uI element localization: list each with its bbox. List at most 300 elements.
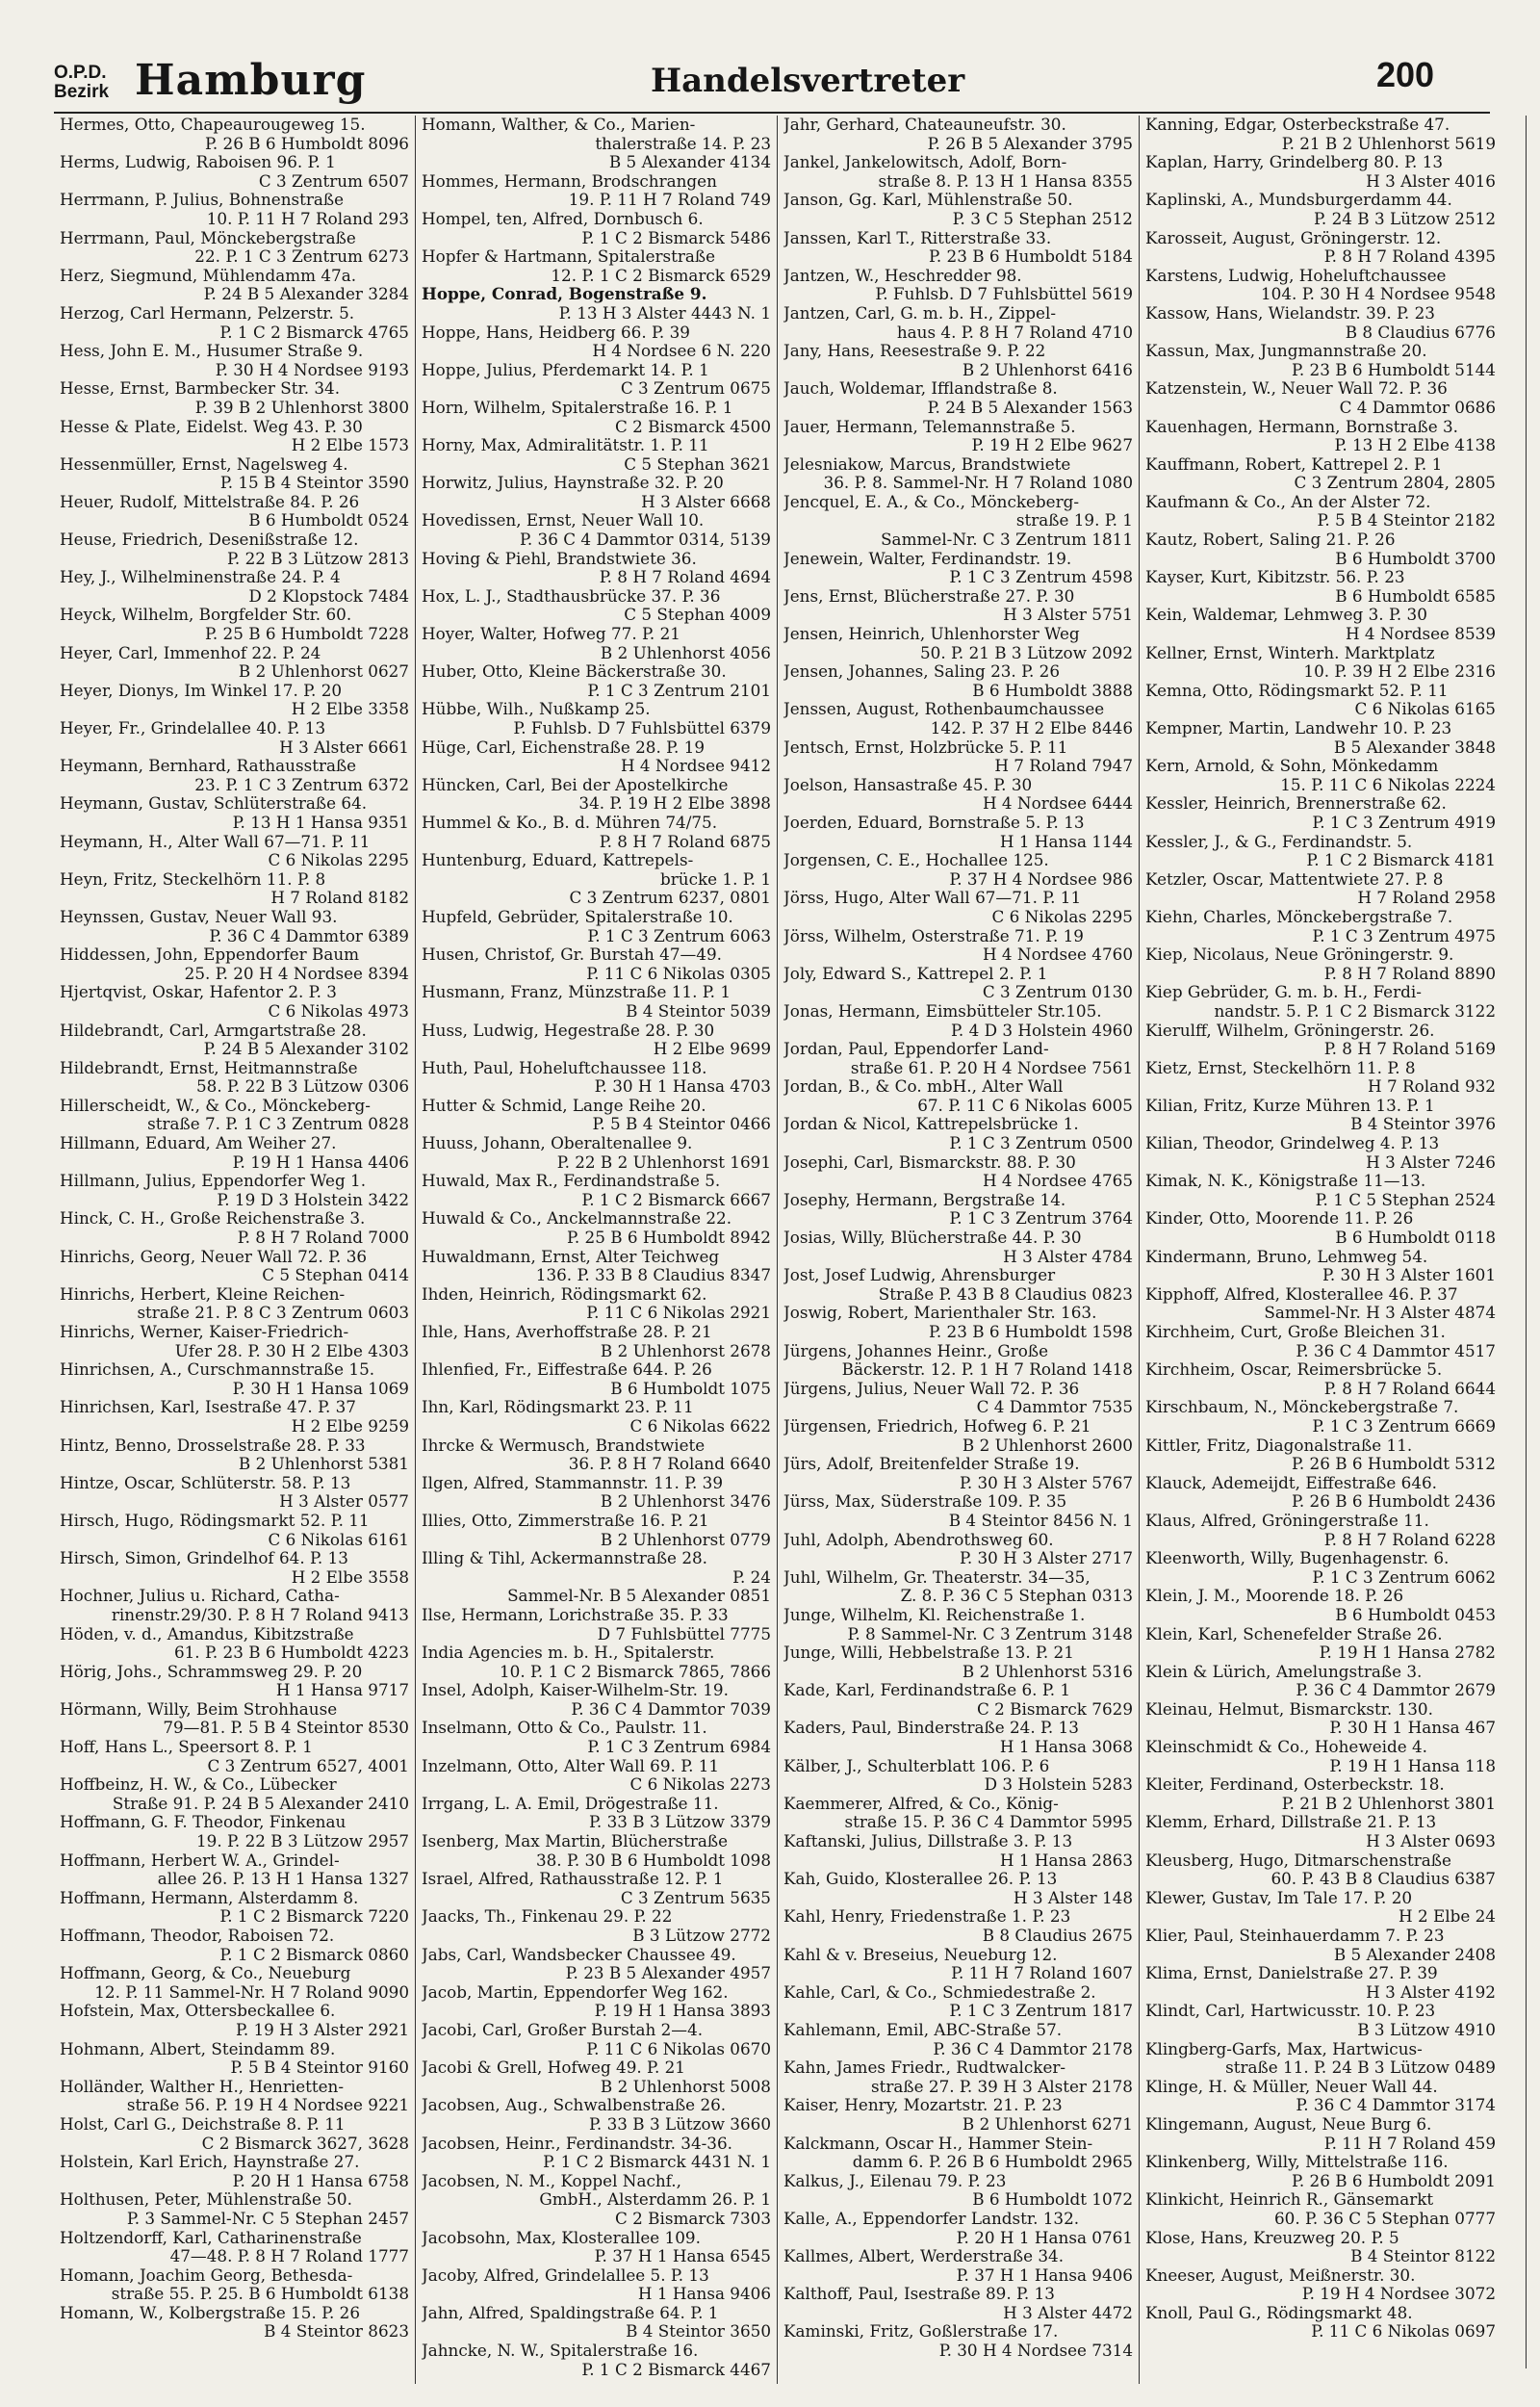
directory-entry — [60, 908, 409, 945]
entry-name-line: Junge, Willi, Hebbelstraße 13. P. 21 — [783, 1643, 1074, 1663]
entry-name-line: Heymann, Gustav, Schlüterstraße 64. — [60, 794, 368, 814]
directory-entry — [783, 1907, 1133, 1945]
entry-phone-line: B 2 Uhlenhorst 2678 — [600, 1340, 771, 1360]
entry-name-line: Hesse & Plate, Eidelst. Weg 43. P. 30 — [60, 417, 363, 436]
directory-entry — [1145, 2002, 1496, 2039]
directory-entry — [1145, 1587, 1496, 1624]
entry-name-line: Hörig, Johs., Schrammsweg 29. P. 20 — [60, 1662, 363, 1681]
directory-entry — [783, 2247, 1133, 2285]
opd-bezirk-label — [54, 64, 109, 102]
entry-name-line: Jahncke, N. W., Spitalerstraße 16. — [422, 2342, 699, 2361]
entry-name-line: Hopfer & Hartmann, Spitalerstraße — [422, 247, 716, 267]
entry-name-line: Holtzendorff, Karl, Catharinenstraße — [60, 2228, 362, 2247]
entry-name-line: Kiep, Nicolaus, Neue Gröningerstr. 9. — [1145, 945, 1454, 965]
directory-entry — [422, 2021, 771, 2058]
entry-name-line: Kalckmann, Oscar H., Hammer Stein- — [783, 2134, 1093, 2153]
directory-entry — [422, 662, 771, 700]
entry-phone-line: 23. P. 1 C 3 Zentrum 6372 — [194, 774, 409, 794]
entry-name-line: Hörmann, Willy, Beim Strohhause — [60, 1699, 338, 1719]
entry-name-line: Hinrichs, Georg, Neuer Wall 72. P. 36 — [60, 1247, 368, 1266]
entry-phone-line: P. 5 B 4 Steintor 9160 — [230, 2058, 409, 2078]
directory-entry — [1145, 2040, 1496, 2078]
opd-label: O.P.D. — [54, 63, 107, 83]
entry-phone-line: P. 33 B 3 Lützow 3379 — [589, 1812, 771, 1832]
entry-name-line: Ihn, Karl, Rödingsmarkt 23. P. 11 — [422, 1398, 694, 1417]
entry-phone-line: 19. P. 22 B 3 Lützow 2957 — [196, 1831, 409, 1851]
directory-entry — [422, 2135, 771, 2172]
directory-entry — [1145, 757, 1496, 794]
entry-phone-line: H 3 Alster 4472 — [1003, 2302, 1133, 2322]
directory-entry — [60, 1134, 409, 1172]
entry-phone-line: B 6 Humboldt 1075 — [610, 1378, 771, 1398]
entry-phone-line: P. 19 H 3 Alster 2921 — [235, 2019, 409, 2039]
entry-name-line: Klima, Ernst, Danielstraße 27. P. 39 — [1145, 1964, 1438, 1983]
entry-phone-line: B 6 Humboldt 6585 — [1335, 585, 1496, 606]
column-4 — [1140, 116, 1502, 2384]
entry-name-line: Kaplinski, A., Mundsburgerdamm 44. — [1145, 191, 1452, 210]
entry-phone-line: H 3 Alster 0577 — [279, 1491, 409, 1512]
entry-phone-line: brücke 1. P. 1 — [660, 868, 771, 889]
directory-entry — [783, 1040, 1133, 1077]
entry-name-line: Klingemann, August, Neue Burg 6. — [1145, 2114, 1432, 2134]
entry-phone-line: H 4 Nordsee 4760 — [982, 945, 1133, 965]
entry-name-line: Jacobsen, Aug., Schwalbenstraße 26. — [422, 2096, 727, 2115]
entry-phone-line: P. 22 B 3 Lützow 2813 — [227, 548, 409, 568]
directory-entry — [60, 2078, 409, 2115]
entry-name-line: Jacobsohn, Max, Klosterallee 109. — [422, 2228, 701, 2247]
entry-phone-line: C 3 Zentrum 6527, 4001 — [207, 1755, 409, 1775]
entry-phone-line: 36. P. 8 H 7 Roland 6640 — [568, 1454, 771, 1474]
entry-name-line: Heymann, H., Alter Wall 67—71. P. 11 — [60, 832, 371, 851]
directory-entry — [422, 587, 771, 625]
directory-entry — [1145, 870, 1496, 908]
entry-phone-line: B 3 Lützow 2772 — [632, 1926, 771, 1945]
directory-entry — [422, 1172, 771, 1209]
entry-name-line: Ihle, Hans, Averhoffstraße 28. P. 21 — [422, 1323, 712, 1341]
directory-entry — [422, 153, 771, 172]
directory-entry — [422, 1983, 771, 2021]
entry-name-line: Herrmann, P. Julius, Bohnenstraße — [60, 191, 345, 210]
directory-entry — [783, 1531, 1133, 1568]
entry-phone-line: P. 8 H 7 Roland 7000 — [237, 1228, 409, 1248]
entry-name-line: Klingberg-Garfs, Max, Hartwicus- — [1145, 2039, 1423, 2058]
entry-name-line: Kleiter, Ferdinand, Osterbeckstr. 18. — [1145, 1775, 1445, 1795]
directory-entry — [60, 2304, 409, 2342]
directory-entry — [783, 927, 1133, 965]
directory-entry — [422, 399, 771, 436]
directory-entry — [1145, 342, 1496, 379]
entry-phone-line: B 4 Steintor 8122 — [1350, 2246, 1496, 2266]
entry-name-line: Herz, Siegmund, Mühlendamm 47a. — [60, 266, 357, 285]
right-edge-rule — [1526, 116, 1536, 2368]
entry-phone-line: Straße P. 43 B 8 Claudius 0823 — [878, 1283, 1133, 1304]
entry-name-line: Kassun, Max, Jungmannstraße 20. — [1145, 342, 1427, 361]
city-title: Hamburg — [135, 56, 367, 105]
entry-name-line: Ihden, Heinrich, Rödingsmarkt 62. — [422, 1284, 707, 1304]
directory-entry — [783, 229, 1133, 267]
entry-phone-line: P. 20 H 1 Hansa 6758 — [232, 2170, 409, 2190]
entry-phone-line: P. 24 — [732, 1566, 771, 1587]
entry-phone-line: Ufer 28. P. 30 H 2 Elbe 4303 — [174, 1340, 409, 1360]
entry-phone-line: H 1 Hansa 3068 — [999, 1737, 1133, 1757]
entry-name-line: Hess, John E. M., Husumer Straße 9. — [60, 342, 364, 361]
entry-phone-line: H 2 Elbe 3558 — [291, 1566, 409, 1587]
directory-entry — [783, 191, 1133, 228]
entry-phone-line: P. 1 C 3 Zentrum 0500 — [949, 1133, 1133, 1153]
entry-phone-line: B 4 Steintor 8623 — [264, 2321, 409, 2342]
entry-name-line: Inzelmann, Otto, Alter Wall 69. P. 11 — [422, 1756, 720, 1775]
entry-phone-line: P. Fuhlsb. D 7 Fuhlsbüttel 5619 — [875, 284, 1133, 304]
directory-entry — [1145, 153, 1496, 191]
entry-name-line: Jacoby, Alfred, Grindelallee 5. P. 13 — [422, 2265, 709, 2285]
directory-entry — [783, 1191, 1133, 1229]
directory-entry — [422, 2229, 771, 2266]
directory-entry — [422, 1719, 771, 1756]
directory-entry — [422, 1248, 771, 1285]
entry-name-line: Kaemmerer, Alfred, & Co., König- — [783, 1794, 1059, 1813]
entry-name-line: Jabs, Carl, Wandsbecker Chaussee 49. — [422, 1945, 736, 1964]
directory-entry — [60, 418, 409, 455]
entry-phone-line: P. 11 H 7 Roland 459 — [1323, 2133, 1496, 2153]
directory-entry — [60, 379, 409, 417]
entry-name-line: Hox, L. J., Stadthausbrücke 37. P. 36 — [422, 586, 721, 606]
entry-phone-line: 50. P. 21 B 3 Lützow 2092 — [920, 642, 1133, 662]
entry-name-line: Höden, v. d., Amandus, Kibitzstraße — [60, 1624, 354, 1643]
entry-phone-line: straße 56. P. 19 H 4 Nordsee 9221 — [126, 2095, 409, 2115]
directory-entry — [60, 153, 409, 191]
directory-entry — [60, 2153, 409, 2190]
directory-entry — [60, 531, 409, 568]
entry-name-line: Kanning, Edgar, Osterbeckstraße 47. — [1145, 116, 1450, 134]
entry-name-line: Heuer, Rudolf, Mittelstraße 84. P. 26 — [60, 492, 360, 511]
column-3 — [778, 116, 1140, 2384]
directory-entry — [60, 2115, 409, 2153]
entry-phone-line: P. 25 B 6 Humboldt 7228 — [204, 624, 409, 644]
entry-name-line: Klaus, Alfred, Gröningerstraße 11. — [1145, 1511, 1429, 1530]
entry-name-line: Herzog, Carl Hermann, Pelzerstr. 5. — [60, 303, 355, 323]
entry-name-line: Jauer, Hermann, Telemannstraße 5. — [783, 417, 1076, 436]
directory-entry — [1145, 1360, 1496, 1398]
entry-name-line: Hoving & Piehl, Brandstwiete 36. — [422, 549, 697, 568]
entry-phone-line: P. 30 H 4 Nordsee 7314 — [938, 2341, 1133, 2361]
directory-entry — [422, 908, 771, 945]
entry-phone-line: P. 19 H 1 Hansa 2782 — [1319, 1643, 1496, 1663]
entry-name-line: Klinkenberg, Willy, Mittelstraße 116. — [1145, 2153, 1449, 2172]
entry-phone-line: C 6 Nikolas 4973 — [268, 1000, 409, 1021]
directory-entry — [783, 153, 1133, 191]
directory-entry — [422, 2058, 771, 2096]
entry-name-line: Hovedissen, Ernst, Neuer Wall 10. — [422, 511, 705, 531]
entry-name-line: Jordan, Paul, Eppendorfer Land- — [783, 1040, 1049, 1059]
directory-entry — [1145, 1209, 1496, 1247]
entry-name-line: Hintz, Benno, Drosselstraße 28. P. 33 — [60, 1436, 366, 1455]
entry-name-line: Homann, W., Kolbergstraße 15. P. 26 — [60, 2303, 361, 2322]
entry-phone-line: P. 19 H 1 Hansa 3893 — [594, 2001, 771, 2021]
entry-phone-line: P. 5 B 4 Steintor 2182 — [1317, 510, 1496, 531]
entry-phone-line: 104. P. 30 H 4 Nordsee 9548 — [1261, 284, 1496, 304]
entry-phone-line: 61. P. 23 B 6 Humboldt 4223 — [173, 1643, 409, 1663]
directory-entry — [783, 1380, 1133, 1417]
entry-name-line: Ilse, Hermann, Lorichstraße 35. P. 33 — [422, 1605, 729, 1624]
entry-phone-line: P. 30 H 3 Alster 2717 — [959, 1548, 1133, 1568]
directory-entry — [1145, 1436, 1496, 1474]
entry-name-line: Heuse, Friedrich, Desenißstraße 12. — [60, 531, 359, 550]
directory-entry — [422, 210, 771, 247]
entry-name-line: Kirschbaum, N., Mönckebergstraße 7. — [1145, 1398, 1459, 1417]
directory-entry — [783, 550, 1133, 587]
entry-phone-line: P. 26 B 6 Humboldt 5312 — [1291, 1454, 1496, 1474]
entry-name-line: Jensen, Johannes, Saling 23. P. 26 — [783, 662, 1061, 682]
directory-entry — [1145, 2304, 1496, 2342]
entry-phone-line: straße 27. P. 39 H 3 Alster 2178 — [871, 2076, 1133, 2096]
entry-phone-line: P. 19 D 3 Holstein 3422 — [217, 1189, 409, 1209]
entry-phone-line: P. 36 C 4 Dammtor 3174 — [1296, 2095, 1496, 2115]
directory-entry — [783, 1266, 1133, 1304]
entry-phone-line: 79—81. P. 5 B 4 Steintor 8530 — [163, 1718, 409, 1738]
directory-entry — [60, 1248, 409, 1285]
entry-name-line: Josephi, Carl, Bismarckstr. 88. P. 30 — [783, 1152, 1076, 1172]
entry-phone-line: H 3 Alster 5751 — [1003, 605, 1133, 625]
directory-entry — [422, 1436, 771, 1474]
entry-name-line: Huntenburg, Eduard, Kattrepels- — [422, 851, 694, 870]
entry-name-line: Heyer, Fr., Grindelallee 40. P. 13 — [60, 719, 326, 738]
entry-name-line: Kirchheim, Curt, Große Bleichen 31. — [1145, 1323, 1446, 1341]
directory-entry — [60, 342, 409, 379]
entry-name-line: Jürgensen, Friedrich, Hofweg 6. P. 21 — [783, 1416, 1091, 1436]
entry-name-line: Karosseit, August, Gröningerstr. 12. — [1145, 228, 1442, 247]
entry-phone-line: C 3 Zentrum 6237, 0801 — [569, 889, 771, 908]
directory-entry — [422, 511, 771, 549]
entry-name-line: Horny, Max, Admiralitätstr. 1. P. 11 — [422, 436, 709, 455]
entry-phone-line: H 3 Alster 148 — [1013, 1887, 1133, 1907]
entry-name-line: Knoll, Paul G., Rödingsmarkt 48. — [1145, 2303, 1413, 2322]
entry-phone-line: thalerstraße 14. P. 23 — [595, 133, 771, 153]
directory-entry — [783, 2210, 1133, 2247]
entry-name-line: Kneeser, August, Meißnerstr. 30. — [1145, 2265, 1416, 2285]
entry-name-line: Klinkicht, Heinrich R., Gänsemarkt — [1145, 2190, 1434, 2210]
directory-entry — [422, 1832, 771, 1870]
directory-entry — [783, 1304, 1133, 1341]
entry-phone-line: 22. P. 1 C 3 Zentrum 6273 — [194, 246, 409, 267]
directory-entry — [783, 1568, 1133, 1606]
directory-entry — [60, 1323, 409, 1360]
entry-name-line: Hinck, C. H., Große Reichenstraße 3. — [60, 1209, 366, 1229]
entry-phone-line: C 6 Nikolas 2273 — [629, 1774, 771, 1795]
entry-phone-line: D 3 Holstein 5283 — [984, 1774, 1133, 1795]
entry-phone-line: C 2 Bismarck 3627, 3628 — [201, 2133, 409, 2153]
entry-name-line: India Agencies m. b. H., Spitalerstr. — [422, 1643, 715, 1663]
directory-entry — [422, 1360, 771, 1398]
entry-phone-line: P. 19 H 2 Elbe 9627 — [971, 435, 1133, 455]
directory-entry — [422, 1097, 771, 1134]
entry-phone-line: P. 36 C 4 Dammtor 2679 — [1296, 1680, 1496, 1700]
entry-name-line: Kallmes, Albert, Werderstraße 34. — [783, 2247, 1065, 2266]
entry-phone-line: P. 1 C 2 Bismarck 5486 — [581, 227, 771, 247]
entry-phone-line: P. 30 H 3 Alster 1601 — [1322, 1265, 1496, 1285]
entry-name-line: Hillmann, Julius, Eppendorfer Weg 1. — [60, 1172, 367, 1191]
entry-phone-line: P. 3 C 5 Stephan 2512 — [952, 208, 1133, 228]
directory-entry — [1145, 531, 1496, 568]
directory-entry — [783, 2322, 1133, 2360]
entry-name-line: Heymann, Bernhard, Rathausstraße — [60, 757, 357, 776]
entry-phone-line: 136. P. 33 B 8 Claudius 8347 — [535, 1265, 771, 1285]
entry-phone-line: straße 11. P. 24 B 3 Lützow 0489 — [1225, 2058, 1496, 2078]
entry-name-line: Joerden, Eduard, Bornstraße 5. P. 13 — [783, 813, 1085, 832]
entry-phone-line: B 6 Humboldt 3700 — [1335, 548, 1496, 568]
directory-entry — [783, 662, 1133, 700]
directory-entry — [60, 455, 409, 493]
entry-name-line: Hüncken, Carl, Bei der Apostelkirche — [422, 775, 729, 794]
entry-phone-line: B 6 Humboldt 1072 — [972, 2189, 1133, 2210]
directory-entry — [783, 1719, 1133, 1756]
directory-entry — [60, 1285, 409, 1323]
entry-name-line: Jost, Josef Ludwig, Ahrensburger — [783, 1266, 1056, 1285]
directory-entry — [1145, 1625, 1496, 1663]
entry-name-line: Kiehn, Charles, Mönckebergstraße 7. — [1145, 907, 1453, 926]
directory-entry — [783, 455, 1133, 493]
entry-phone-line: P. 1 C 3 Zentrum 4919 — [1312, 812, 1496, 832]
entry-phone-line: P. 1 C 3 Zentrum 6984 — [587, 1737, 771, 1757]
entry-name-line: Kassow, Hans, Wielandstr. 39. P. 23 — [1145, 303, 1435, 323]
directory-entry — [1145, 644, 1496, 682]
directory-entry — [422, 776, 771, 814]
entry-name-line: Huth, Paul, Hoheluftchaussee 118. — [422, 1058, 707, 1077]
directory-entry — [60, 568, 409, 606]
directory-entry — [60, 1512, 409, 1549]
directory-entry — [60, 1625, 409, 1663]
directory-entry — [60, 682, 409, 719]
directory-entry — [422, 1059, 771, 1097]
directory-entry — [1145, 191, 1496, 228]
entry-phone-line: P. 20 H 1 Hansa 0761 — [956, 2227, 1133, 2247]
entry-phone-line: H 2 Elbe 1573 — [291, 435, 409, 455]
entry-name-line: Kade, Karl, Ferdinandstraße 6. P. 1 — [783, 1681, 1071, 1700]
directory-entry — [422, 851, 771, 889]
entry-name-line: Kalle, A., Eppendorfer Landstr. 132. — [783, 2209, 1080, 2228]
entry-phone-line: C 2 Bismarck 7629 — [976, 1698, 1133, 1719]
entry-name-line: Isenberg, Max Martin, Blücherstraße — [422, 1832, 729, 1851]
entry-name-line: Kahl, Henry, Friedenstraße 1. P. 23 — [783, 1907, 1071, 1927]
directory-entry — [1145, 1398, 1496, 1436]
entry-name-line: Hesse, Ernst, Barmbecker Str. 34. — [60, 379, 341, 399]
entry-name-line: Kempner, Martin, Landwehr 10. P. 23 — [1145, 719, 1452, 738]
directory-entry — [1145, 1323, 1496, 1360]
directory-entry — [422, 436, 771, 474]
entry-name-line: Kessler, J., & G., Ferdinandstr. 5. — [1145, 832, 1413, 851]
directory-entry — [60, 1738, 409, 1775]
directory-entry — [422, 1022, 771, 1059]
entry-name-line: Klauck, Ademeijdt, Eiffestraße 646. — [1145, 1473, 1438, 1492]
directory-entry — [60, 1436, 409, 1474]
entry-name-line: Hutter & Schmid, Lange Reihe 20. — [422, 1096, 706, 1115]
entry-phone-line: C 6 Nikolas 6622 — [629, 1415, 771, 1436]
entry-phone-line: P. 30 H 4 Nordsee 9193 — [215, 359, 409, 379]
directory-entry — [60, 606, 409, 643]
entry-name-line: Kierulff, Wilhelm, Gröningerstr. 26. — [1145, 1021, 1435, 1040]
entry-name-line: Kaftanski, Julius, Dillstraße 3. P. 13 — [783, 1832, 1073, 1851]
entry-name-line: Kipphoff, Alfred, Klosterallee 46. P. 37 — [1145, 1284, 1458, 1304]
directory-entry — [60, 870, 409, 908]
entry-phone-line: P. 26 B 5 Alexander 3795 — [927, 133, 1133, 153]
entry-name-line: Kern, Arnold, & Sohn, Mönkedamm — [1145, 757, 1439, 776]
entry-name-line: Kaplan, Harry, Grindelberg 80. P. 13 — [1145, 153, 1444, 172]
entry-name-line: Kirchheim, Oscar, Reimersbrücke 5. — [1145, 1360, 1443, 1380]
entry-phone-line: H 4 Nordsee 4765 — [982, 1171, 1133, 1191]
entry-phone-line: B 2 Uhlenhorst 5008 — [600, 2076, 771, 2096]
entry-phone-line: H 3 Alster 4784 — [1003, 1246, 1133, 1266]
entry-phone-line: P. 1 C 2 Bismarck 6667 — [581, 1189, 771, 1209]
entry-phone-line: B 2 Uhlenhorst 6271 — [962, 2113, 1133, 2134]
entry-phone-line: C 2 Bismarck 4500 — [614, 416, 771, 436]
entry-name-line: Kah, Guido, Klosterallee 26. P. 13 — [783, 1870, 1058, 1889]
entry-phone-line: P. 30 H 1 Hansa 4703 — [594, 1076, 771, 1097]
entry-phone-line: P. 22 B 2 Uhlenhorst 1691 — [556, 1152, 771, 1172]
entry-phone-line: P. 24 B 5 Alexander 3284 — [203, 284, 409, 304]
directory-entry — [1145, 1927, 1496, 1964]
directory-entry — [60, 191, 409, 228]
entry-phone-line: P. 37 H 4 Nordsee 986 — [949, 868, 1133, 889]
entry-name-line: Jacobi, Carl, Großer Burstah 2—4. — [422, 2020, 704, 2039]
directory-entry — [60, 2040, 409, 2078]
entry-name-line: Holländer, Walther H., Henrietten- — [60, 2077, 345, 2096]
entry-phone-line: H 4 Nordsee 8539 — [1345, 624, 1496, 644]
entry-name-line: Kessler, Heinrich, Brennerstraße 62. — [1145, 794, 1447, 814]
entry-phone-line: 34. P. 19 H 2 Elbe 3898 — [578, 793, 771, 814]
directory-entry — [1145, 2115, 1496, 2153]
entry-phone-line: P. 36 C 4 Dammtor 4517 — [1296, 1340, 1496, 1360]
entry-name-line: Kahle, Carl, & Co., Schmiedestraße 2. — [783, 1982, 1096, 2002]
entry-phone-line: P. 23 B 6 Humboldt 5144 — [1291, 359, 1496, 379]
directory-entry — [783, 776, 1133, 814]
entry-phone-line: C 3 Zentrum 6507 — [258, 170, 409, 191]
entry-phone-line: B 2 Uhlenhorst 5316 — [962, 1661, 1133, 1681]
entry-phone-line: B 6 Humboldt 3888 — [972, 680, 1133, 700]
directory-entry — [783, 2285, 1133, 2322]
entry-name-line: Hoppe, Hans, Heidberg 66. P. 39 — [422, 323, 690, 342]
directory-entry — [422, 889, 771, 908]
entry-name-line: Klose, Hans, Kreuzweg 20. P. 5 — [1145, 2228, 1399, 2247]
entry-name-line: Jens, Ernst, Blücherstraße 27. P. 30 — [783, 586, 1075, 606]
entry-name-line: Hoppe, Conrad, Bogenstraße 9. — [422, 285, 707, 304]
directory-entry — [783, 1983, 1133, 2021]
directory-entry — [783, 2096, 1133, 2134]
entry-phone-line: Sammel-Nr. C 3 Zentrum 1811 — [881, 531, 1133, 550]
entry-phone-line: 19. P. 11 H 7 Roland 749 — [568, 190, 771, 210]
entry-name-line: Kellner, Ernst, Winterh. Marktplatz — [1145, 643, 1435, 662]
entry-phone-line: P. 1 C 3 Zentrum 4975 — [1312, 925, 1496, 945]
directory-entry — [783, 1342, 1133, 1380]
directory-entry — [422, 1134, 771, 1172]
entry-name-line: Jürgens, Julius, Neuer Wall 72. P. 36 — [783, 1379, 1080, 1398]
directory-entry — [422, 2210, 771, 2229]
directory-entry — [60, 1172, 409, 1209]
entry-phone-line: P. 1 C 2 Bismarck 4467 — [581, 2359, 771, 2379]
directory-entry — [783, 700, 1133, 738]
entry-phone-line: B 8 Claudius 2675 — [982, 1926, 1133, 1945]
entry-name-line: Jacob, Martin, Eppendorfer Weg 162. — [422, 1982, 729, 2002]
entry-phone-line: B 5 Alexander 2408 — [1333, 1944, 1496, 1964]
entry-name-line: Kaders, Paul, Binderstraße 24. P. 13 — [783, 1719, 1079, 1738]
entry-phone-line: 58. P. 22 B 3 Lützow 0306 — [196, 1076, 409, 1097]
directory-entry — [783, 379, 1133, 417]
directory-entry — [422, 1795, 771, 1832]
entry-phone-line: P. 37 H 1 Hansa 9406 — [956, 2265, 1133, 2285]
entry-name-line: Hinrichs, Herbert, Kleine Reichen- — [60, 1284, 346, 1304]
directory-entry — [422, 983, 771, 1021]
entry-name-line: Kilian, Fritz, Kurze Mühren 13. P. 1 — [1145, 1096, 1435, 1115]
directory-entry — [60, 2266, 409, 2304]
entry-name-line: Hinrichsen, A., Curschmannstraße 15. — [60, 1360, 375, 1380]
